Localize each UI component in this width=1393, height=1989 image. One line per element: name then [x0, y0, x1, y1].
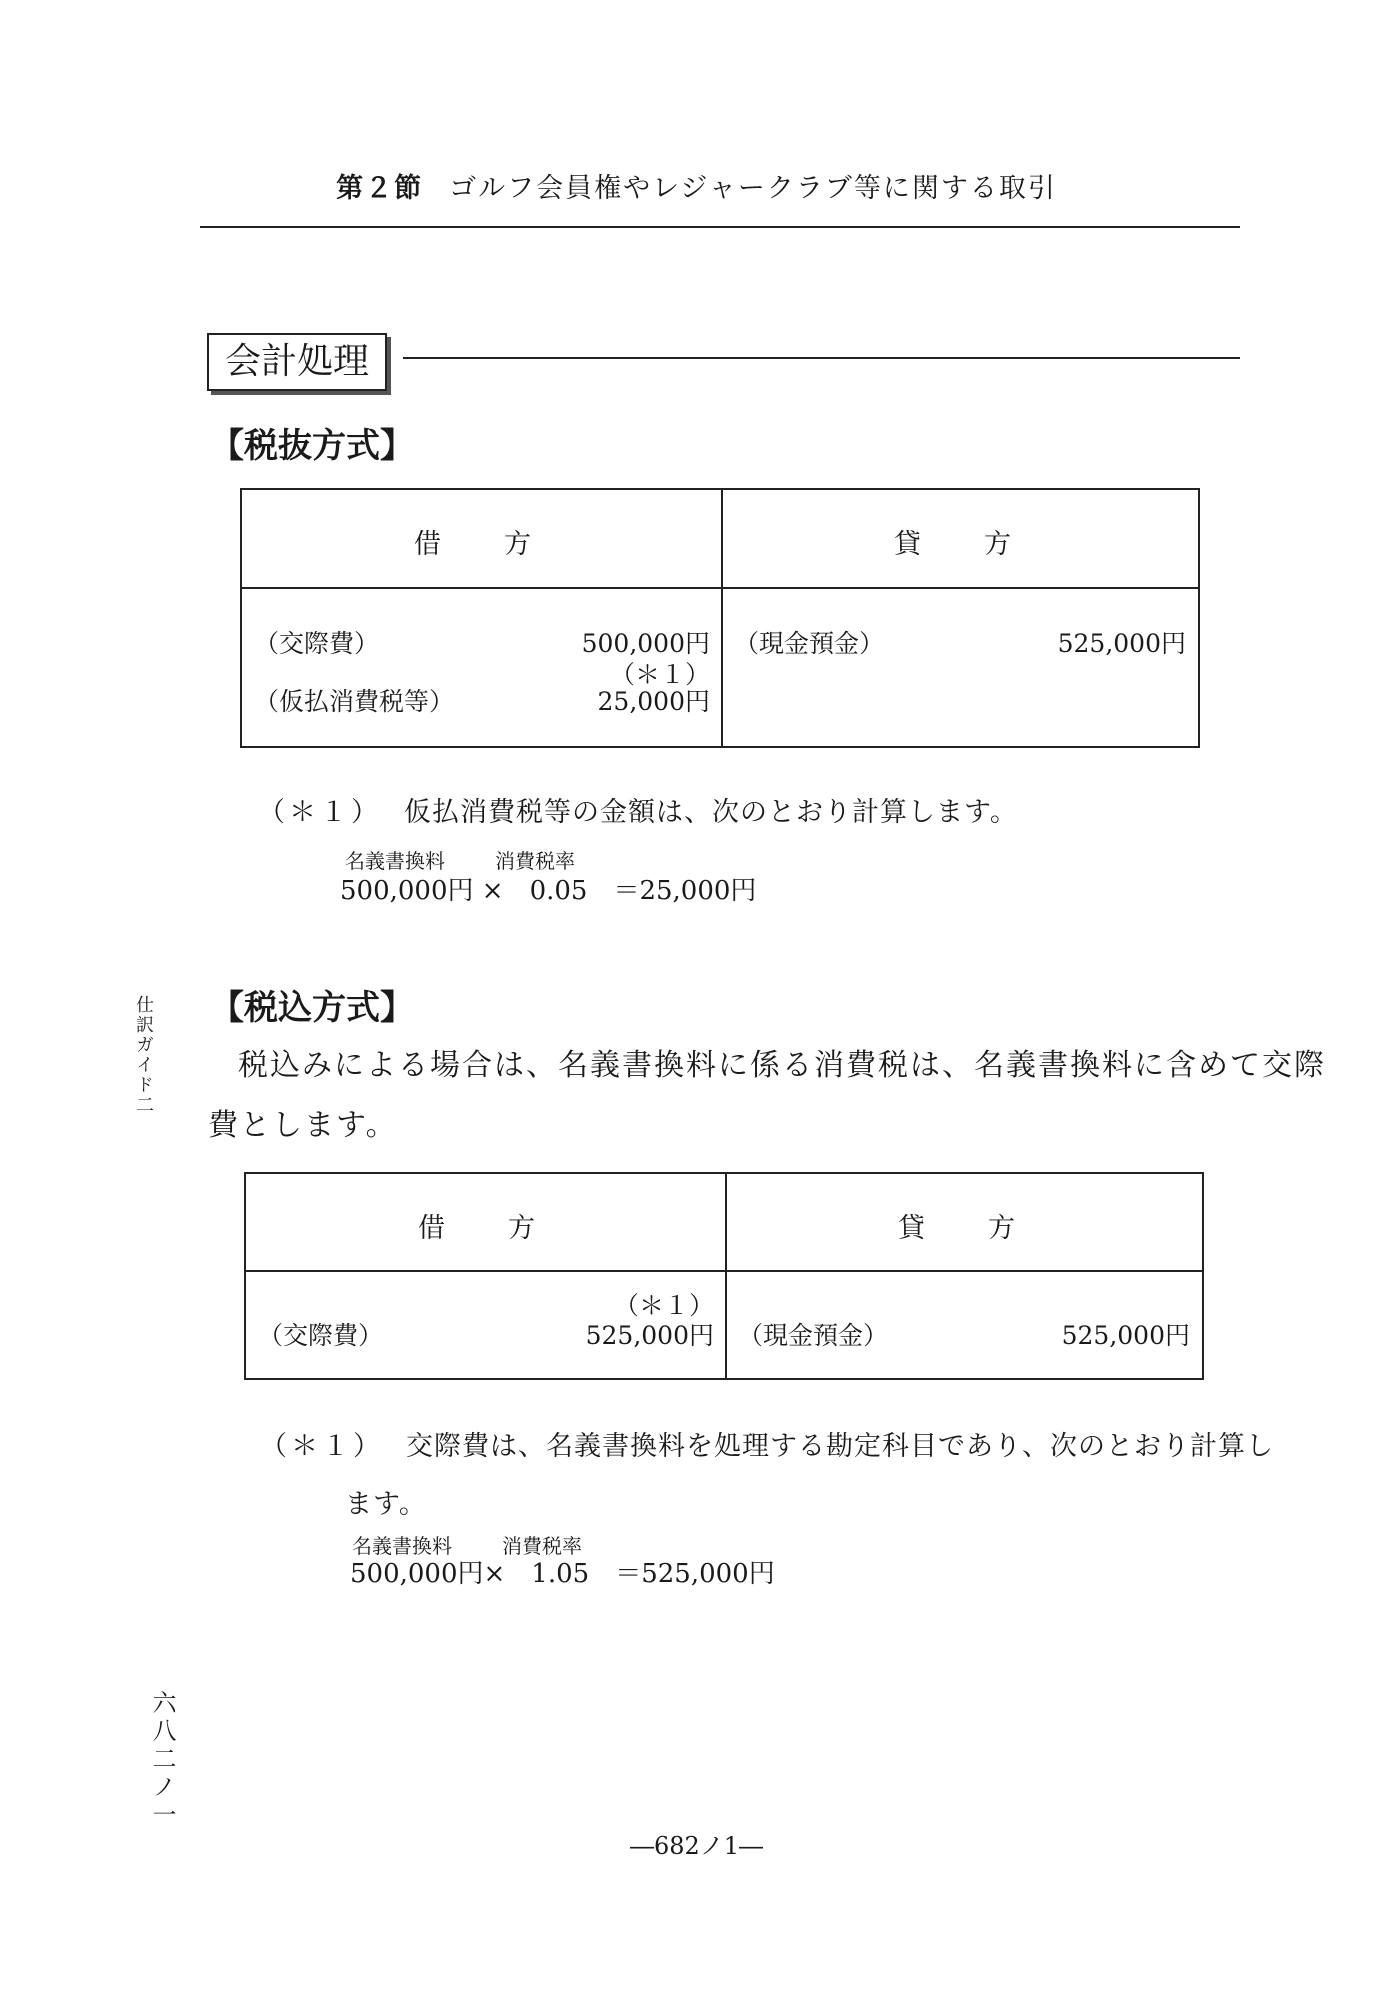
calculation-formula: 500,000円 × 0.05 ＝25,000円: [340, 876, 757, 906]
footnote-text: 仮払消費税等の金額は、次のとおり計算します。: [404, 797, 1018, 828]
footnote-mark: （＊１）: [258, 797, 382, 828]
header-divider: [200, 226, 1240, 228]
label-transfer-fee: 名義書換料: [345, 849, 445, 873]
debit-amount: 525,000円: [585, 1321, 714, 1350]
debit-amount: 500,000円: [581, 629, 710, 658]
debit-account: （交際費）: [254, 629, 380, 658]
page-header: [0, 166, 1393, 205]
footnote-marker: （＊１）: [613, 1291, 714, 1320]
header-divider-row: [246, 1270, 1202, 1272]
section-title: ゴルフ会員権やレジャークラブ等に関する取引: [449, 173, 1057, 204]
label-tax-rate: 消費税率: [495, 849, 575, 873]
footnote-text-continued: ます。: [345, 1489, 427, 1520]
footnote: [260, 1424, 1274, 1463]
label-transfer-fee: 名義書換料: [352, 1534, 452, 1558]
credit-amount: 525,000円: [1057, 629, 1186, 658]
credit-account: （現金預金）: [734, 629, 885, 658]
credit-header: 貸 方: [894, 529, 1029, 560]
credit-header: 貸 方: [898, 1213, 1033, 1244]
body-paragraph-line: 税込みによる場合は、名義書換料に係る消費税は、名義書換料に含めて交際: [238, 1048, 1326, 1083]
journal-table-tax-included: [244, 1172, 1204, 1380]
side-page-number: 六八二ノ一: [148, 1690, 176, 1830]
footnote-text: 交際費は、名義書換料を処理する勘定科目であり、次のとおり計算し: [406, 1431, 1274, 1462]
accounting-treatment-heading: 会計処理: [207, 333, 387, 391]
calculation-formula: 500,000円× 1.05 ＝525,000円: [350, 1559, 775, 1589]
column-divider: [725, 1174, 727, 1378]
journal-table-tax-excluded: [240, 488, 1200, 748]
debit-amount: 25,000円: [597, 687, 710, 716]
section-number: 第２節: [336, 173, 424, 204]
heading-rule: [403, 357, 1240, 359]
footnote-marker: （＊１）: [609, 660, 710, 689]
page-number: ―682ノ1―: [629, 1832, 764, 1860]
credit-amount: 525,000円: [1061, 1321, 1190, 1350]
tax-included-heading: 【税込方式】: [210, 988, 414, 1028]
label-tax-rate: 消費税率: [502, 1534, 582, 1558]
credit-account: （現金預金）: [738, 1321, 889, 1350]
footnote-mark: （＊１）: [260, 1431, 384, 1462]
body-paragraph-line: 費とします。: [208, 1108, 398, 1143]
debit-header: 借 方: [418, 1213, 553, 1244]
footnote: [258, 790, 1018, 829]
debit-header: 借 方: [414, 529, 549, 560]
tax-excluded-heading: 【税抜方式】: [210, 426, 414, 466]
debit-account: （仮払消費税等）: [254, 687, 455, 716]
debit-account: （交際費）: [258, 1321, 384, 1350]
side-label: 仕訳ガイド二: [133, 995, 154, 1115]
header-divider-row: [242, 587, 1198, 589]
